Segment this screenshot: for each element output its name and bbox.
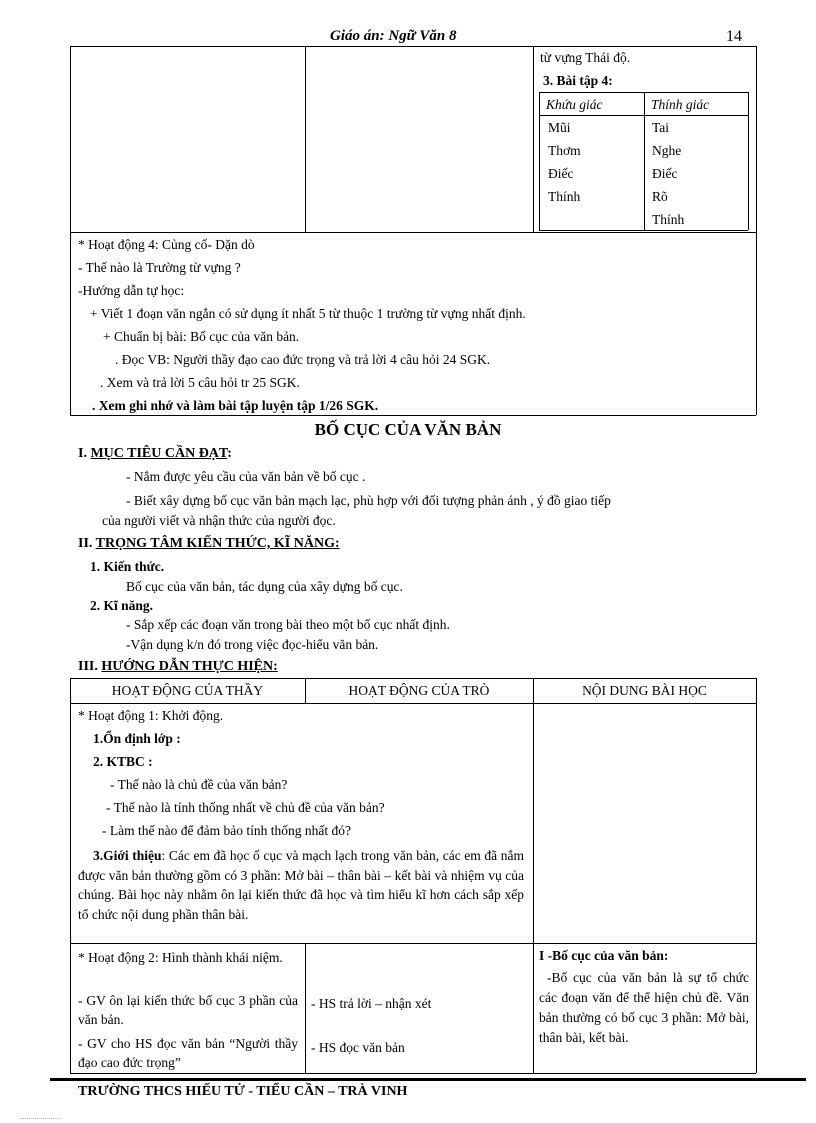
sense-table-header-2: Thính giác: [651, 97, 710, 112]
sense-cell: Thính: [548, 189, 581, 204]
section2-text: - Sắp xếp các đoạn văn trong bài theo một bố cục nhất định.: [126, 617, 450, 632]
sense-table-header-1: Khứu giác: [546, 97, 603, 112]
section2-text: Bố cục của văn bản, tác dụng của xây dựng bố cục.: [126, 579, 403, 594]
activity4-item: + Viết 1 đoạn văn ngắn có sử dụng ít nhất 5 từ thuộc 1 trường từ vựng nhất định.: [90, 306, 526, 321]
sense-cell: Tai: [652, 120, 670, 135]
activity1-sub: 2. KTBC :: [93, 754, 153, 769]
activity1-sub: 1.Ổn định lớp :: [93, 731, 181, 746]
exercise-label: 3. Bài tập 4:: [543, 73, 613, 88]
header-rule: [70, 46, 756, 47]
footer-rule: [50, 1078, 806, 1081]
activity1-question: - Thế nào là chủ đề của văn bản?: [110, 777, 288, 792]
sense-cell: Thính: [652, 212, 685, 227]
activity4-guide: -Hướng dẫn tự học:: [78, 283, 185, 298]
activity4-item: + Chuẩn bị bài: Bố cục của văn bản.: [103, 329, 300, 344]
section1-line: - Nắm được yêu cầu của văn bản về bố cục .: [126, 469, 366, 484]
student-step: - HS trả lời – nhận xét: [311, 996, 432, 1011]
sense-cell: Điếc: [548, 166, 574, 181]
activity4-item: . Xem và trả lời 5 câu hỏi tr 25 SGK.: [100, 375, 300, 390]
section2-sub-heading: 2. Kĩ năng.: [90, 598, 154, 613]
sense-cell: Mũi: [548, 120, 571, 135]
activity1-intro: 3.Giới thiệu: Các em đã học ố cục và mạch lạch trong văn bản, các em đã nắm được văn bản thường gồm có 3 phần: Mở bài – thân bài – kết bài và nhiệm vụ của chúng. Bài học này nhằm ôn lại kiến thức đã học và tìm hiểu kĩ hơn cách sắp xếp tổ chức nội dung phần thân bài.: [78, 848, 524, 922]
teacher-step: - GV cho HS đọc văn bản “Người thầy đạo cao đức trọng”: [78, 1036, 298, 1070]
section2-sub-heading: 1. Kiến thức.: [90, 559, 165, 574]
activity1-question: - Thế nào là tính thống nhất về chủ đề của văn bản?: [106, 800, 385, 815]
section2-heading: II. TRỌNG TÂM KIẾN THỨC, KĨ NĂNG:: [78, 536, 340, 551]
activity4-question: - Thế nào là Trường từ vựng ?: [78, 260, 241, 275]
sense-cell: Thơm: [548, 143, 581, 158]
table-header-content: NỘI DUNG BÀI HỌC: [582, 683, 707, 698]
teacher-step: - GV ôn lại kiến thức bố cục 3 phần của văn bản.: [78, 993, 298, 1027]
top-table-col3-intro: từ vựng Thái độ.: [540, 50, 631, 65]
activity1-question: - Làm thế nào để đảm bảo tính thống nhất đó?: [102, 823, 351, 838]
page-number: 14: [726, 28, 742, 45]
section2-text: -Vận dụng k/n đó trong việc đọc-hiểu văn bản.: [126, 637, 379, 652]
student-step: - HS đọc văn bản: [311, 1040, 405, 1055]
footer-dots: [20, 1118, 60, 1120]
content-text: -Bố cục của văn bản là sự tổ chức các đoạn văn để thể hiện chủ đề. Văn bản thường có bố cục 3 phần: Mở bài, thân bài, kết bài.: [539, 970, 749, 1045]
section1-line: của người viết và nhận thức của người đọc.: [102, 513, 336, 528]
sense-cell: Điếc: [652, 166, 678, 181]
sense-cell: Nghe: [652, 143, 682, 158]
activity4-item: . Đọc VB: Người thầy đạo cao đức trọng và trả lời 4 câu hỏi 24 SGK.: [115, 352, 491, 367]
lesson-title: BỐ CỤC CỦA VĂN BẢN: [314, 420, 502, 439]
section1-line: - Biết xây dựng bố cục văn bản mạch lạc, phù hợp với đối tượng phản ánh , ý đồ giao tiếp: [126, 493, 611, 508]
section3-heading: III. HƯỚNG DẪN THỰC HIỆN:: [78, 659, 278, 674]
content-heading: I -Bố cục của văn bản:: [539, 948, 669, 963]
section1-heading: I. MỤC TIÊU CẦN ĐẠT:: [78, 446, 232, 461]
table-header-teacher: HOẠT ĐỘNG CỦA THẦY: [111, 683, 264, 698]
header-title: Giáo án: Ngữ Văn 8: [330, 28, 457, 44]
sense-cell: Rõ: [652, 189, 668, 204]
activity4-item: . Xem ghi nhớ và làm bài tập luyện tập 1/26 SGK.: [92, 398, 379, 413]
activity4-heading: * Hoạt động 4: Củng cố- Dặn dò: [78, 237, 255, 252]
footer-text: TRƯỜNG THCS HIẾU TỬ - TIỂU CẦN – TRÀ VINH: [78, 1084, 408, 1099]
table-header-student: HOẠT ĐỘNG CỦA TRÒ: [348, 683, 490, 698]
activity1-heading: * Hoạt động 1: Khởi động.: [78, 708, 224, 723]
activity2-heading: * Hoạt động 2: Hình thành khái niệm.: [78, 950, 283, 965]
